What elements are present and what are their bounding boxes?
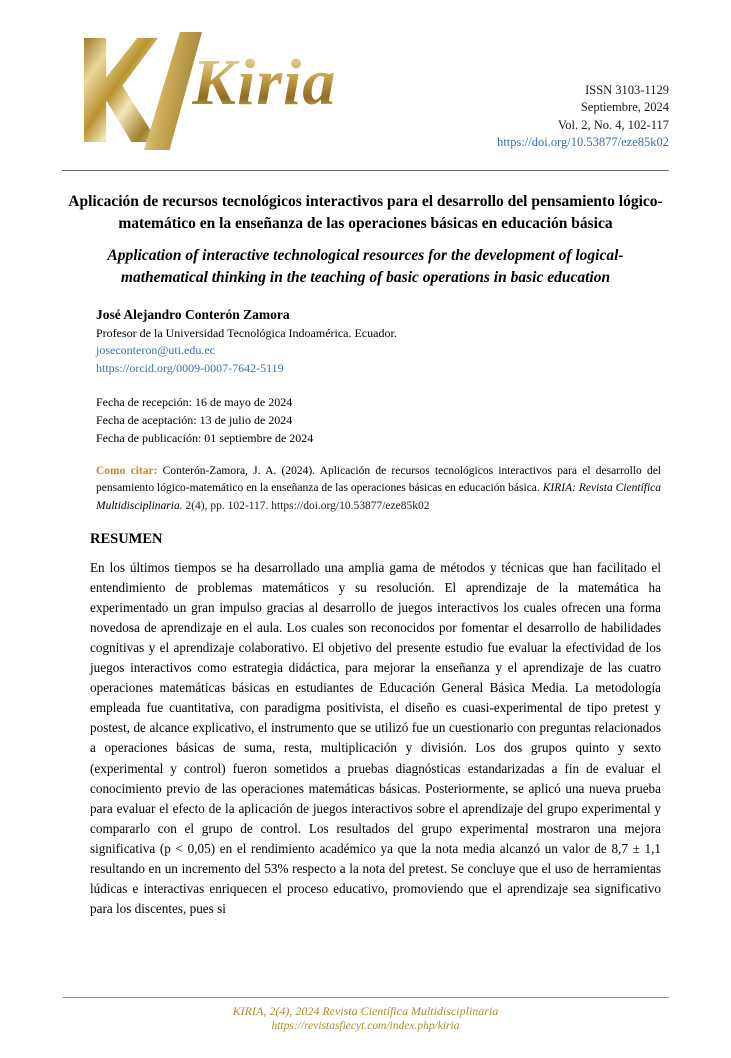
footer-journal-line: KIRIA, 2(4), 2024 Revista Científica Multidisciplinaria — [232, 1004, 499, 1018]
author-affiliation: Profesor de la Universidad Tecnológica Indoamérica. Ecuador. — [96, 326, 397, 340]
issn-text: ISSN 3103-1129 — [585, 83, 669, 97]
volume-text: Vol. 2, No. 4, 102-117 — [557, 117, 669, 132]
citation-label: Como citar: — [96, 465, 158, 478]
author-orcid-link[interactable]: https://orcid.org/0009-0007-7642-5119 — [96, 360, 284, 375]
date-acceptance: Fecha de aceptación: 13 de julio de 2024 — [96, 413, 293, 428]
author-name: José Alejandro Conterón Zamora — [96, 307, 290, 322]
doi-link[interactable]: https://doi.org/10.53877/eze85k02 — [497, 134, 669, 149]
kiria-logo — [84, 34, 344, 154]
author-email-link[interactable]: joseconteron@uti.edu.ec — [96, 343, 216, 358]
citation-text-after: 2(4), pp. 102-117. https://doi.org/10.53877/eze85k02 — [182, 499, 430, 512]
footer-divider — [62, 997, 669, 998]
abstract-heading: RESUMEN — [90, 530, 163, 547]
citation-block — [96, 463, 661, 515]
issue-info — [497, 82, 669, 151]
citation-text-before: Conterón-Zamora, J. A. (2024). Aplicación de recursos tecnológicos interactivos para el desarrollo del pensamiento lógico-matemático en la enseñanza de las operaciones básicas en educación básica. — [96, 465, 662, 495]
abstract-text: En los últimos tiempos se ha desarrollado una amplia gama de métodos y técnicas que han facilitado el entendimiento de problemas matemáticos y su resolución. El aprendizaje de la matemática ha experimentado un gran impulso gracias al desarrollo de juegos interactivos los cuales ofrecen una forma novedosa de aprendizaje en el aula. Los cuales son reconocidos por fomentar el desarrollo de habilidades cognitivas y el aprendizaje colaborativo. El objetivo del presente estudio fue evaluar la efectividad de los juegos interactivos como estrategia didáctica, para mejorar la enseñanza y el aprendizaje de las cuatro operaciones matemáticas básicas en estudiantes de Educación General Básica Media. La metodología empleada fue cuantitativa, con paradigma positivista, el diseño es cuasi-experimental de tipo pretest y postest, de alcance explicativo, el instrumento que se utilizó fue un cuestionario con preguntas relacionados a operaciones básicas de suma, resta, multiplicación y división. Los dos grupos quinto y sexto (experimental y control) fueron sometidos a pruebas diagnósticas estandarizadas a fin de evaluar el conocimiento previo de las operaciones matemáticas básicas. Posteriormente, se aplicó una nueva prueba para evaluar el efecto de la aplicación de juegos interactivos sobre el aprendizaje del grupo experimental y compararlo con el grupo de control. Los resultados del grupo experimental mostraron una mejora significativa (p < 0,05) en el rendimiento académico ya que la nota media alcanzó un valor de 8,7 ± 1,1 resultando en un incremento del 53% respecto a la nota del pretest. Se concluye que el uso de herramientas lúdicas e interactivas enriquecen el proceso educativo, promoviendo que el aprendizaje sea significativo para los discentes, pues si — [90, 559, 661, 916]
footer-url-link[interactable]: https://revistasfiecyt.com/index.php/kiria — [271, 1020, 460, 1032]
issue-date-text: Septiembre, 2024 — [580, 100, 669, 115]
header-divider — [62, 170, 669, 171]
logo-wordmark: Kiria — [192, 46, 337, 119]
date-publication: Fecha de publicación: 01 septiembre de 2024 — [96, 431, 314, 446]
date-reception: Fecha de recepción: 16 de mayo de 2024 — [96, 395, 293, 410]
publication-dates — [96, 393, 669, 447]
page-title-en: Application of interactive technological resources for the development of logical-mathematical thinking in the teaching of basic operations in basic education — [107, 247, 624, 286]
author-block — [96, 307, 669, 377]
page-title-es: Aplicación de recursos tecnológicos interactivos para el desarrollo del pensamiento lógico-matemático en la enseñanza de las operaciones básicas en educación básica — [68, 193, 663, 232]
page-footer — [0, 997, 731, 1032]
citation-journal: KIRIA: Revista Científica Multidisciplinaria. — [96, 482, 661, 512]
masthead — [62, 34, 669, 162]
logo-k-mark-icon — [84, 38, 158, 142]
article-page — [0, 34, 731, 1058]
